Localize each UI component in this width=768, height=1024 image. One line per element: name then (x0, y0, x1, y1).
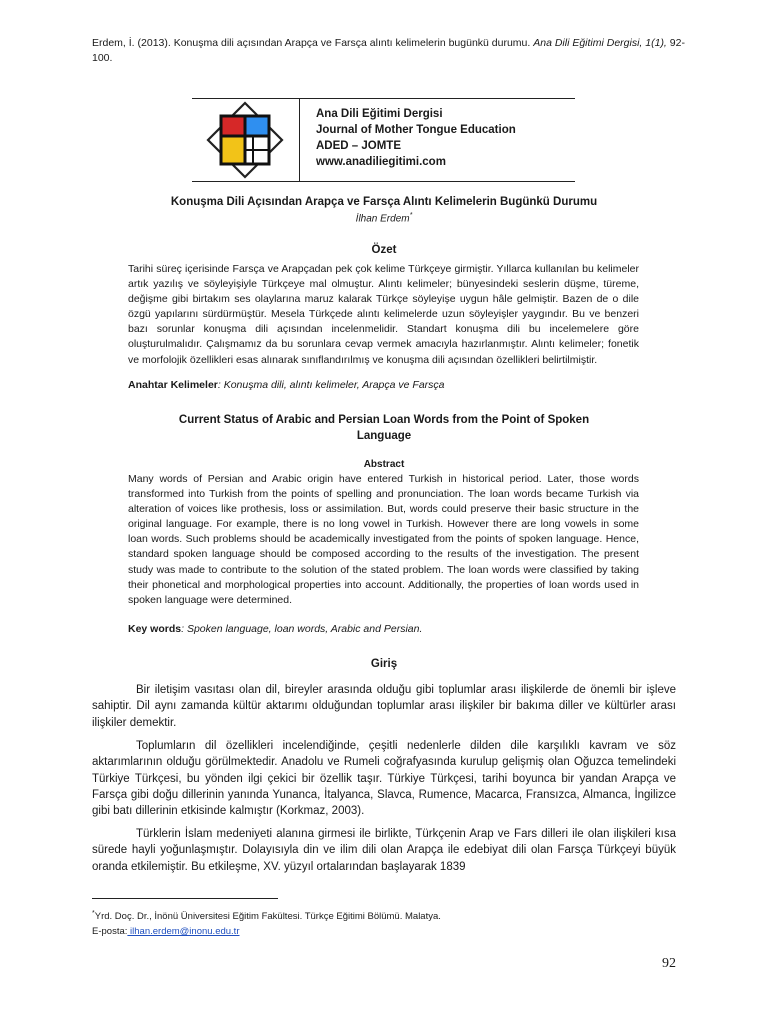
article-title-tr: Konuşma Dili Açısından Arapça ve Farsça Alıntı Kelimelerin Bugünkü Durumu (170, 196, 598, 208)
keywords-tr-list: : Konuşma dili, alıntı kelimeler, Arapça ve Farsça (217, 379, 445, 391)
abstract-text: Many words of Persian and Arabic origin have entered Turkish in historical period. Later, those words transformed into Turkish from the points of spelling and pronunciation. The loan words became Turkish via alteration of voices like prothesis, loss or assimilation. But, words could preserve their basic structure in the original language. For example, there is no long vowel in Turkish. However there are long vowels in some loan words. Such problems should be academically investigated from the points of spoken language. Hence, standard spoken language should be composed according to the results of the investigation. The present study was made to contribute to the solution of the stated problem. The loan words were classified by taking their phonetical and morphological properties into account. Additionally, the properties of loan words used in spoken language were determined. (128, 473, 639, 606)
keywords-tr-label: Anahtar Kelimeler (128, 379, 218, 391)
keywords-en (128, 622, 639, 637)
footnote-email-line (92, 924, 676, 939)
keywords-tr (128, 378, 639, 393)
body-paragraph: Bir iletişim vasıtası olan dil, bireyler arasında olduğu gibi toplumlar arası ilişkilerde de önemli bir işleve sahiptir. Dil aynı zamanda kültür aktarımı olduğundan toplumlar arası ilişkiler bir bakıma diller ve kültürler arası ilişkiler demektir. (92, 684, 676, 729)
citation-text: Erdem, İ. (2013). Konuşma dili açısından Arapça ve Farsça alıntı kelimelerin bugünkü durumu. (92, 37, 534, 49)
journal-header (192, 98, 575, 182)
journal-name-tr: Ana Dili Eğitimi Dergisi (316, 108, 443, 120)
citation-journal: Ana Dili Eğitimi Dergisi, 1(1), (533, 37, 667, 49)
footnote-affiliation: Yrd. Doç. Dr., İnönü Üniversitesi Eğitim Fakültesi. Türkçe Eğitimi Bölümü. Malatya. (94, 911, 441, 923)
citation-pages: 92-100. (92, 37, 685, 64)
ozet-heading: Özet (371, 244, 397, 256)
footnote-mark: * (92, 910, 95, 917)
giris-heading: Giriş (370, 658, 398, 670)
journal-url[interactable]: www.anadiliegitimi.com (316, 156, 446, 168)
ozet-text: Tarihi süreç içerisinde Farsça ve Arapçadan pek çok kelime Türkçeye girmiştir. Yıllarca kullanılan bu kelimeler artık yazılış ve söyleyişiyle Türkçeye mal olmuştur. Alıntı kelimeler; bünyesindeki seslerin düşme, türeme, değişme gibi birtakım ses olaylarına maruz kalarak Türkçe söyleyişe uygun hâle gelmiştir. Bazen de o dile özgü yapılarını sürdürmüştür. Mesela Türkçede alıntı kelimelerde uzun söyleyişler yaygındır. Bu ve benzeri bazı sorunlar konuşma dili açısından incelenmelidir. Standart konuşma dili bu incelemelere göre oluşturulmalıdır. Çalışmamız da bu sorunlara cevap vermek amacıyla hazırlanmıştır. Alıntı kelimeler; fonetik ve morfolojik özellikleri esas alınarak sınıflandırılmış ve konuşma dili açısından özellikleri belirtilmiştir. (128, 263, 639, 366)
page-number: 92 (662, 956, 676, 971)
journal-abbr: ADED – JOMTE (316, 140, 401, 152)
footnote (92, 906, 676, 939)
keywords-en-list: : Spoken language, loan words, Arabic and Persian. (181, 623, 423, 635)
abstract-heading: Abstract (363, 459, 405, 470)
author-line (60, 212, 708, 224)
journal-logo-icon (206, 101, 284, 179)
body-paragraph: Türklerin İslam medeniyeti alanına girmesi ile birlikte, Türkçenin Arap ve Fars dilleri ile olan ilişkileri kısa sürede hayli yoğunlaşmıştır. Dolayısıyla din ve ilim dili olan Arapça ile edebiyat dili olan Farsça Türkçeyi büyük oranda etkilemiştir. Bu etkileşme, XV. yüzyıl ortalarından başlayarak 1839 (92, 828, 676, 873)
header-top-rule (192, 98, 575, 99)
author-footnote-mark: * (409, 212, 413, 219)
footnote-email-label: E-posta: (92, 926, 128, 938)
journal-name-en: Journal of Mother Tongue Education (316, 124, 516, 136)
footnote-rule (92, 898, 278, 899)
journal-info (316, 106, 516, 170)
header-divider (299, 98, 300, 182)
body-paragraph: Toplumların dil özellikleri incelendiğinde, çeşitli nedenlerle dilden dile karşılıklı kavram ve söz aktarımlarının olduğu görülmektedir. Anadolu ve Rumeli coğrafyasında kurulup gelişmiş olan Oğuzca temelindeki Türkiye Türkçesi, bu yönden ilgi çekici bir özellik taşır. Türkiye Türkçesi, tarihi boyunca bir yandan Arapça ve Farsça gibi doğu dillerinin yanında Yunanca, İtalyanca, Slavca, Rumence, Macarca, Fransızca, Almanca, İngilizce gibi batı dillerinin etkisinde kalmıştır (Korkmaz, 2003). (92, 740, 676, 818)
keywords-en-label: Key words (128, 623, 182, 635)
author-email-link[interactable]: ilhan.erdem@inonu.edu.tr (127, 926, 240, 938)
citation (92, 36, 692, 66)
footnote-affiliation-line (92, 906, 676, 924)
header-bottom-rule (192, 181, 575, 182)
article-title-en: Current Status of Arabic and Persian Loan Words from the Point of Spoken Language (178, 414, 590, 442)
author-name: İlhan Erdem (355, 213, 410, 225)
